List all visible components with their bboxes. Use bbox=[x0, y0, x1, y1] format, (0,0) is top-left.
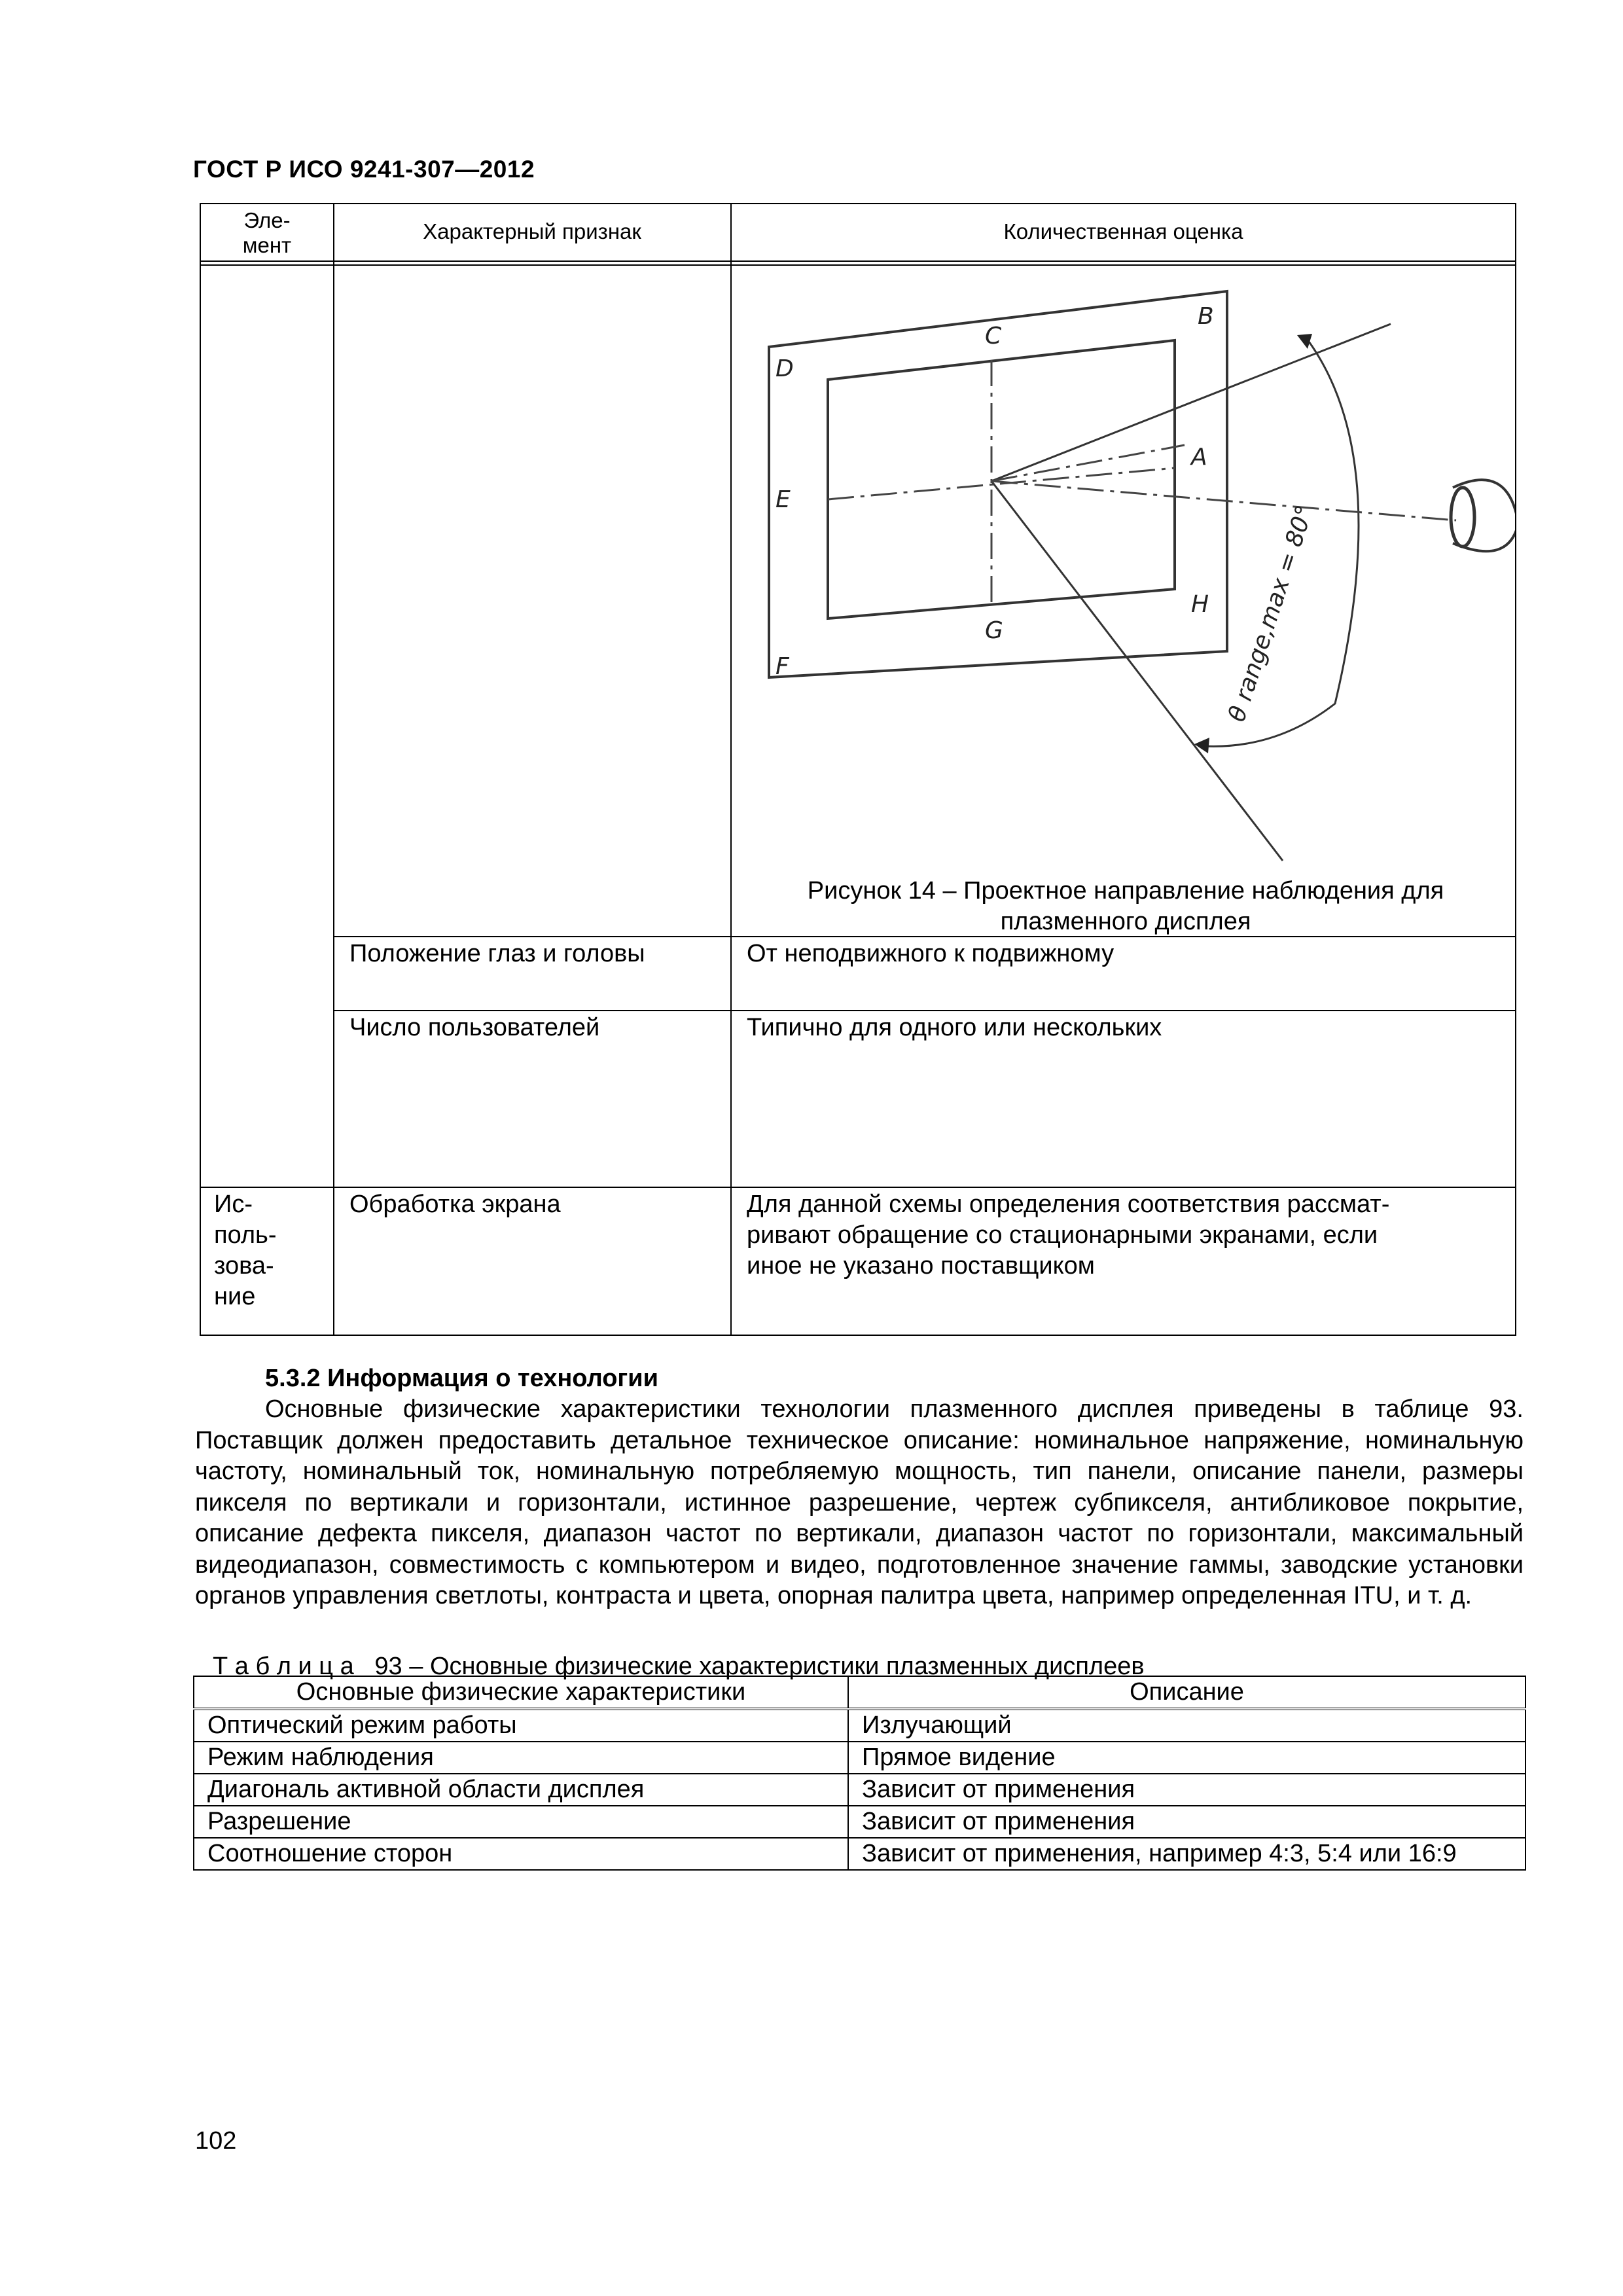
table-cell: Зависит от применения bbox=[848, 1806, 1525, 1838]
table-93 bbox=[193, 1676, 1526, 1871]
row-value-line: Для данной схемы определения соответствия рассмат- bbox=[747, 1191, 1390, 1218]
table-cell: Диагональ активной области дисплея bbox=[194, 1774, 848, 1806]
table-cell: Режим наблюдения bbox=[194, 1742, 848, 1774]
table-header-row bbox=[194, 1676, 1525, 1709]
table-header-divider bbox=[200, 264, 1516, 266]
table-row-divider bbox=[333, 1010, 1516, 1011]
table-row bbox=[194, 1709, 1525, 1742]
viewing-direction-figure bbox=[733, 272, 1515, 939]
table-row bbox=[194, 1742, 1525, 1774]
table-cell: Прямое видение bbox=[848, 1742, 1525, 1774]
label-g: G bbox=[985, 617, 1003, 644]
label-b: B bbox=[1198, 303, 1214, 330]
document-header: ГОСТ Р ИСО 9241-307—2012 bbox=[193, 156, 535, 183]
row-feature: Число пользователей bbox=[349, 1014, 600, 1041]
table-cell: Разрешение bbox=[194, 1806, 848, 1838]
section-heading: 5.3.2 Информация о технологии bbox=[265, 1365, 658, 1392]
header-element bbox=[203, 208, 331, 258]
table-cell: Соотношение сторон bbox=[194, 1838, 848, 1870]
table-row bbox=[194, 1774, 1525, 1806]
table-cell: Зависит от применения bbox=[848, 1774, 1525, 1806]
header-element-line: мент bbox=[242, 233, 292, 257]
row-element-line: поль- bbox=[214, 1221, 277, 1249]
figure-caption-line: плазменного дисплея bbox=[1000, 908, 1251, 935]
table-cell: Излучающий bbox=[848, 1709, 1525, 1742]
label-h: H bbox=[1191, 591, 1209, 618]
row-value: Типично для одного или нескольких bbox=[747, 1014, 1162, 1041]
table-header-divider bbox=[200, 260, 1516, 262]
row-element-line: зова- bbox=[214, 1252, 274, 1280]
row-element-line: Ис- bbox=[214, 1191, 253, 1218]
sightline-to-eye bbox=[991, 481, 1456, 520]
figure-caption-line: Рисунок 14 – Проектное направление наблюдения для bbox=[807, 877, 1444, 905]
table-header-cell: Основные физические характеристики bbox=[194, 1676, 848, 1709]
eye-shape bbox=[1453, 480, 1515, 551]
table-cell: Зависит от применения, например 4:3, 5:4 или 16:9 bbox=[848, 1838, 1525, 1870]
row-feature: Положение глаз и головы bbox=[349, 940, 645, 967]
table-column-divider bbox=[333, 203, 334, 1336]
eye-pupil bbox=[1451, 488, 1474, 547]
label-e: E bbox=[776, 486, 791, 513]
label-c: C bbox=[985, 323, 1002, 350]
page-number: 102 bbox=[195, 2127, 237, 2155]
label-a: A bbox=[1191, 444, 1207, 471]
table-row-divider bbox=[200, 1187, 1516, 1188]
row-feature: Обработка экрана bbox=[349, 1191, 561, 1218]
body-paragraph: Основные физические характеристики технологии плазменного дисплея приведены в таблице 93. Поставщик должен предоставить детальное техническое описание: номинальное напряжение, номинальную частоту, номинальный ток, номинальную потребляемую мощность, тип панели, описание панели, размеры пикселя по вертикали и горизонтали, истинное разрешение, чертеж субпикселя, антибликовое покрытие, описание дефекта пикселя, диапазон частот по вертикали, диапазон частот по горизонтали, максимальный видеодиапазон, совместимость с компьютером и видео, подготовленное значение гаммы, заводские установки органов управления светлоты, контраста и цвета, опорная палитра цвета, например определенная ITU, и т. д. bbox=[195, 1395, 1524, 1609]
arc-arrowhead-bottom bbox=[1194, 738, 1209, 753]
row-value bbox=[747, 1189, 1499, 1282]
table-header-cell: Описание bbox=[848, 1676, 1525, 1709]
row-value: От неподвижного к подвижному bbox=[747, 940, 1115, 967]
row-value-line: ривают обращение со стационарными экранами, если bbox=[747, 1221, 1378, 1249]
row-value-line: иное не указано поставщиком bbox=[747, 1252, 1095, 1280]
row-element bbox=[214, 1189, 277, 1312]
row-element-line: ние bbox=[214, 1283, 256, 1310]
header-quantitative: Количественная оценка bbox=[1003, 219, 1243, 243]
angle-label: θ range,max = 80° bbox=[1223, 502, 1319, 725]
header-feature: Характерный признак bbox=[423, 219, 641, 243]
label-f: F bbox=[776, 653, 789, 680]
table-row bbox=[194, 1806, 1525, 1838]
label-d: D bbox=[776, 355, 794, 382]
table-caption: Т а б л и ц а 93 – Основные физические характеристики плазменных дисплеев bbox=[213, 1653, 1145, 1680]
table-row bbox=[194, 1838, 1525, 1870]
table-column-divider bbox=[730, 203, 732, 1336]
header-element-line: Эле- bbox=[243, 208, 291, 232]
table-cell: Оптический режим работы bbox=[194, 1709, 848, 1742]
figure-caption bbox=[736, 876, 1515, 937]
